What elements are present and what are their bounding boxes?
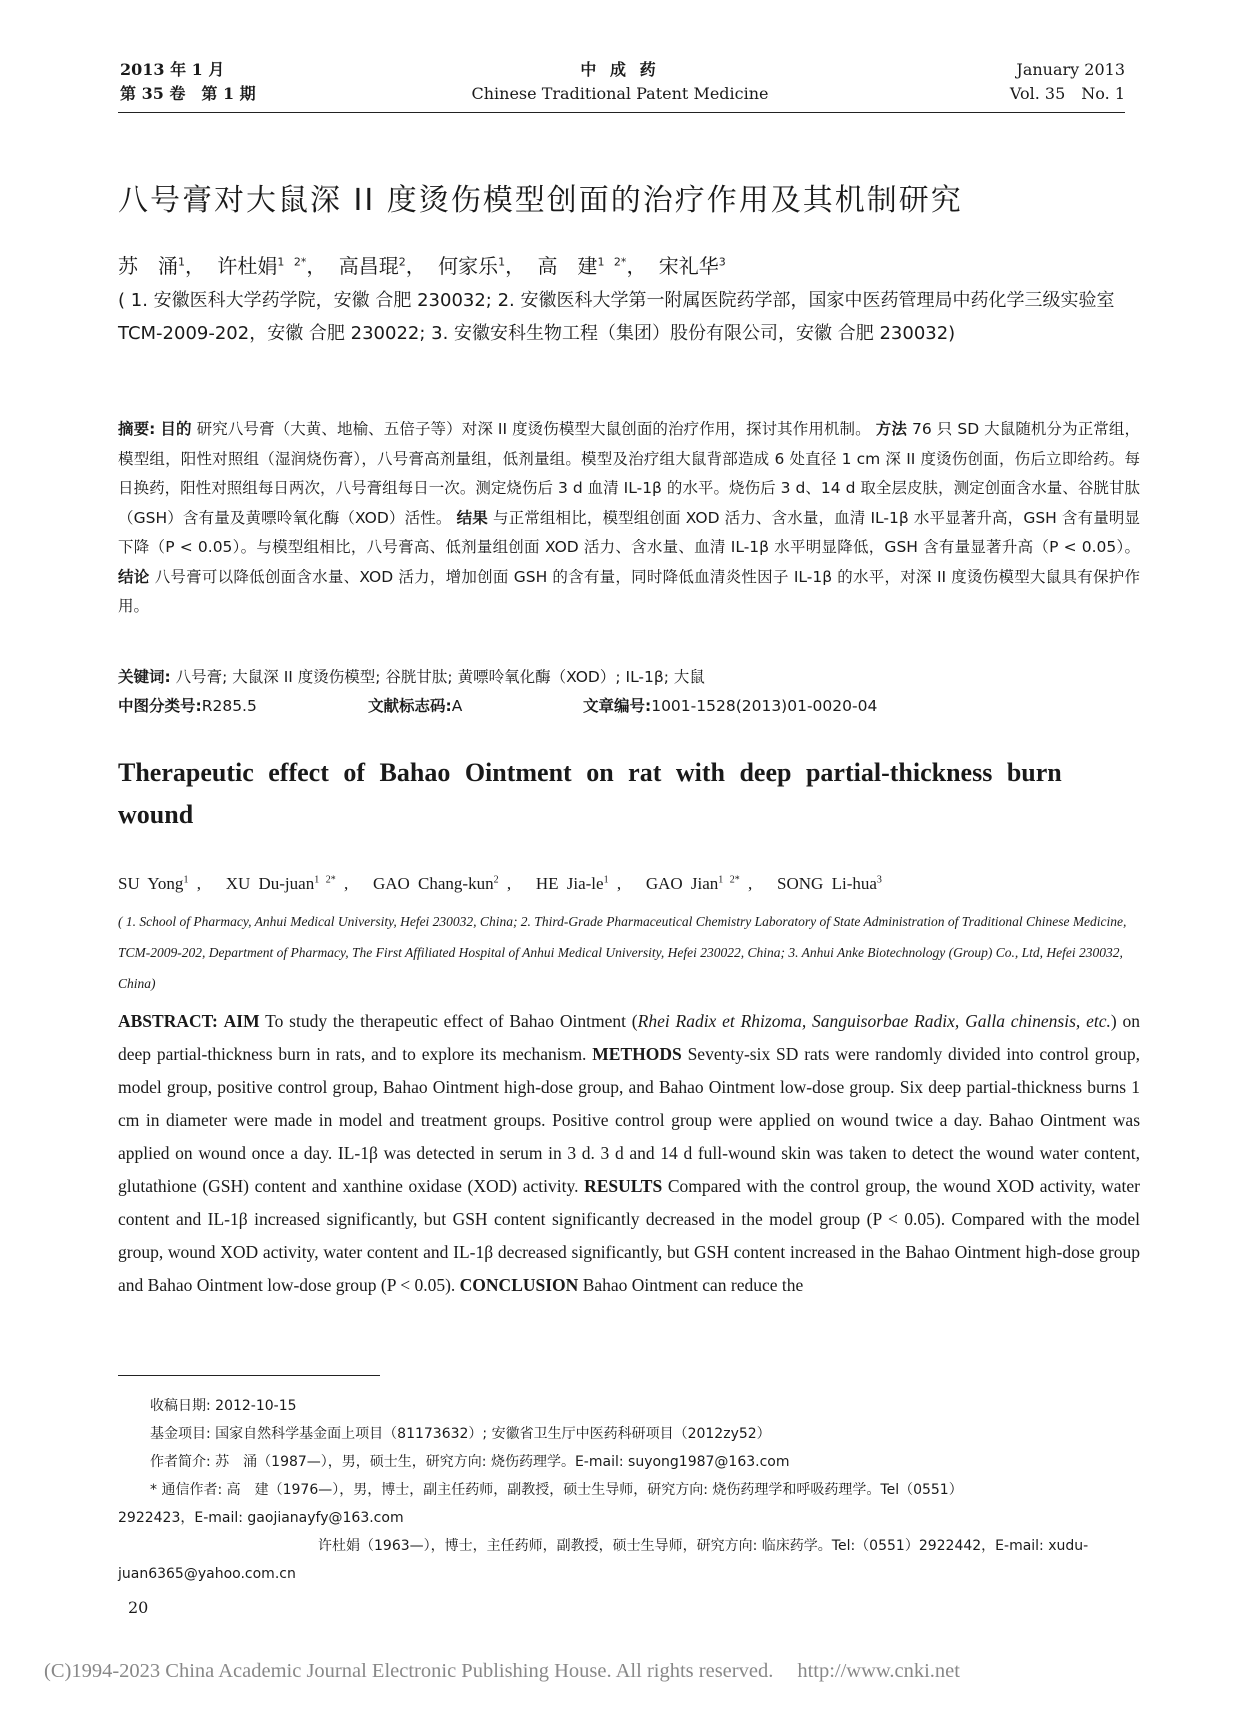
header-volume-en: Vol. 35 No. 1: [1009, 84, 1125, 103]
copyright-text: (C)1994-2023 China Academic Journal Electronic Publishing House. All rights reserved.: [44, 1660, 774, 1682]
abstract-label-cn: 摘要:: [118, 420, 156, 438]
footnote-fund: 基金项目: 国家自然科学基金面上项目（81173632）; 安徽省卫生厅中医药科研项目（2012zy52）: [150, 1426, 771, 1442]
keywords-text: 八号膏; 大鼠深 II 度烫伤模型; 谷胱甘肽; 黄嘌呤氧化酶（XOD）; IL-1β; 大鼠: [175, 668, 705, 686]
header-right: [1010, 58, 1125, 106]
header-center: [420, 58, 820, 106]
article-number: 文章编号:1001-1528(2013)01-0020-04: [583, 697, 878, 715]
chinese-affiliation: ( 1. 安徽医科大学药学院，安徽 合肥 230032; 2. 安徽医科大学第一附属医院药学部，国家中医药管理局中药化学三级实验室 TCM-2009-202，安徽 合肥 230022; 3. 安徽安科生物工程（集团）股份有限公司，安徽 合肥 230032): [118, 290, 1115, 344]
chinese-abstract: [118, 415, 1140, 622]
header-volume-cn: 第 35 卷 第 1 期: [120, 84, 256, 103]
en-author: GAO Chang-kun$^2$: [372, 874, 499, 893]
journal-name-en: Chinese Traditional Patent Medicine: [471, 84, 769, 103]
results-label-cn: 结果: [456, 508, 488, 527]
english-abstract: [118, 1005, 1140, 1302]
footnote-corresponding-1-cont: 2922423，E-mail: gaojianayfy@163.com: [118, 1510, 404, 1526]
footnotes: [118, 1392, 1140, 1588]
conclusion-label-cn: 结论: [118, 567, 150, 586]
header-date-en: January 2013: [1016, 60, 1125, 79]
cn-author: 何家乐$^1$: [438, 254, 506, 278]
cn-author: 许杜娟$^{1 2*}$: [217, 254, 307, 278]
footnote-received: 收稿日期: 2012-10-15: [150, 1398, 297, 1414]
cn-author: 高 建$^{1 2*}$: [537, 254, 627, 278]
english-authors: SU Yong$^1$ , XU Du-juan$^{1 2*}$ , GAO Chang-kun$^2$ , HE Jia-$le^1$ , GAO Jian$^{1 2*}$ , SONG Li-hua$^3$: [118, 874, 882, 893]
footnote-corresponding-2: 许杜娟（1963—），博士，主任药师，副教授，硕士生导师，研究方向: 临床药学。Tel:（0551）2922442，E-mail: xudu-: [318, 1538, 1089, 1554]
results-text-en: Compared with the control group, the wound XOD activity, water content and IL-1β increased significantly, but GSH content significantly decreased in the model group (P < 0.05). Compared with the model group, wound XOD activity, water content and IL-1β decreased significantly, but GSH content increased in the Bahao Ointment high-dose group and Bahao Ointment low-dose group (P < 0.05).: [118, 1176, 1140, 1295]
methods-text-cn: 76 只 SD 大鼠随机分为正常组，模型组，阳性对照组（湿润烧伤膏），八号膏高剂量组，低剂量组。模型及治疗组大鼠背部造成 6 处直径 1 cm 深 II 度烫伤创面，伤后立即给药。每日换药，阳性对照组每日两次，八号膏组每日一次。测定烧伤后 3 d 血清 IL-1β 的水平。烧伤后 3 d、14 d 取全层皮肤，测定创面含水量、谷胱甘肽（GSH）含有量及黄嘌呤氧化酶（XOD）活性。: [118, 420, 1140, 527]
aim-text-en: To study the therapeutic effect of Bahao Ointment (: [265, 1011, 638, 1031]
footnote-author-bio: 作者简介: 苏 涌（1987—），男，硕士生，研究方向: 烧伤药理学。E-mail: suyong1987@163.com: [150, 1454, 790, 1470]
abstract-label-en: ABSTRACT:: [118, 1011, 218, 1031]
english-title: Therapeutic effect of Bahao Ointment on rat with deep partial-thickness burn wound: [118, 758, 1062, 829]
results-label-en: RESULTS: [584, 1176, 663, 1196]
conclusion-text-en: Bahao Ointment can reduce the: [582, 1275, 804, 1295]
cn-author: 宋礼华$^3$: [658, 254, 726, 278]
document-code: 文献标志码:A: [368, 697, 463, 715]
aim-label-cn: 目的: [160, 420, 192, 438]
footnote-divider: [118, 1375, 380, 1376]
classification-line: [118, 693, 1018, 719]
en-author: GAO Jian$^{1 2*}$: [645, 874, 740, 893]
methods-label-en: METHODS: [592, 1044, 682, 1064]
footnote-corresponding-2-cont: juan6365@yahoo.com.cn: [118, 1566, 296, 1582]
methods-label-cn: 方法: [875, 420, 907, 438]
copyright-notice: [44, 1660, 960, 1683]
keywords-label: 关键词:: [118, 668, 171, 686]
conclusion-label-en: CONCLUSION: [459, 1275, 579, 1295]
aim-herbs-en: Rhei Radix et Rhizoma, Sanguisorbae Radix, Galla chinensis, etc.: [637, 1011, 1111, 1031]
clc-number: 中图分类号:R285.5: [118, 697, 257, 715]
en-author: HE Jia-$le^1$: [535, 874, 609, 893]
copyright-url: http://www.cnki.net: [797, 1660, 960, 1682]
aim-text-cn: 研究八号膏（大黄、地榆、五倍子等）对深 II 度烫伤模型大鼠创面的治疗作用，探讨其作用机制。: [196, 420, 871, 438]
header-divider: [118, 112, 1125, 113]
en-author: XU Du-juan$^{1 2*}$: [225, 874, 336, 893]
en-author: SU Yong$^1$: [118, 874, 189, 893]
results-text-cn: 与正常组相比，模型组创面 XOD 活力、含水量，血清 IL-1β 水平显著升高，GSH 含有量明显下降（P < 0.05）。与模型组相比，八号膏高、低剂量组创面 XOD 活力、含水量、血清 IL-1β 水平明显降低，GSH 含有量显著升高（P < 0.05）。: [118, 508, 1140, 556]
en-author: SONG Li-hua$^3$: [777, 874, 882, 893]
journal-name-cn: 中 成 药: [580, 60, 660, 79]
cn-author: 高昌琨$^2$: [338, 254, 406, 278]
chinese-authors: 苏 涌$^1$， 许杜娟$^{1 2*}$， 高昌琨$^2$， 何家乐$^1$， 高 建$^{1 2*}$， 宋礼华$^3$: [118, 254, 726, 278]
cn-author: 苏 涌$^1$: [118, 254, 185, 278]
chinese-title: 八号膏对大鼠深 II 度烫伤模型创面的治疗作用及其机制研究: [118, 183, 963, 218]
chinese-keywords: [118, 664, 1140, 690]
conclusion-text-cn: 八号膏可以降低创面含水量、XOD 活力，增加创面 GSH 的含有量，同时降低血清炎性因子 IL-1β 的水平，对深 II 度烫伤模型大鼠具有保护作用。: [118, 567, 1140, 615]
english-affiliation: ( 1. School of Pharmacy, Anhui Medical University, Hefei 230032, China; 2. Third-Grade Pharmaceutical Chemistry Laboratory of State Administration of Traditional Chinese Medicine, TCM-2009-202, Department of Pharmacy, The First Affiliated Hospital of Anhui Medical University, Hefei 230022, China; 3. Anhui Anke Biotechnology (Group) Co., Ltd, Hefei 230032, China): [118, 914, 1127, 991]
aim-label-en: AIM: [223, 1011, 260, 1031]
header-date-cn: 2013 年 1 月: [120, 60, 225, 79]
aim-text-en-end: ) on deep partial-thickness burn in rats, and to explore its mechanism.: [118, 1011, 1141, 1064]
page-number: 20: [128, 1598, 149, 1617]
methods-text-en: Seventy-six SD rats were randomly divided into control group, model group, positive control group, Bahao Ointment high-dose group, and Bahao Ointment low-dose group. Six deep partial-thickness burns 1 cm in diameter were made in model and treatment groups. Positive control group were applied on wound twice a day. Bahao Ointment was applied on wound once a day. IL-1β was detected in serum in 3 d. 3 d and 14 d full-wound skin was taken to detect the wound water content, glutathione (GSH) content and xanthine oxidase (XOD) activity.: [118, 1044, 1141, 1196]
footnote-corresponding-1: * 通信作者: 高 建（1976—），男，博士，副主任药师，副教授，硕士生导师，研究方向: 烧伤药理学和呼吸药理学。Tel（0551）: [150, 1482, 963, 1498]
header-left: [120, 58, 256, 106]
